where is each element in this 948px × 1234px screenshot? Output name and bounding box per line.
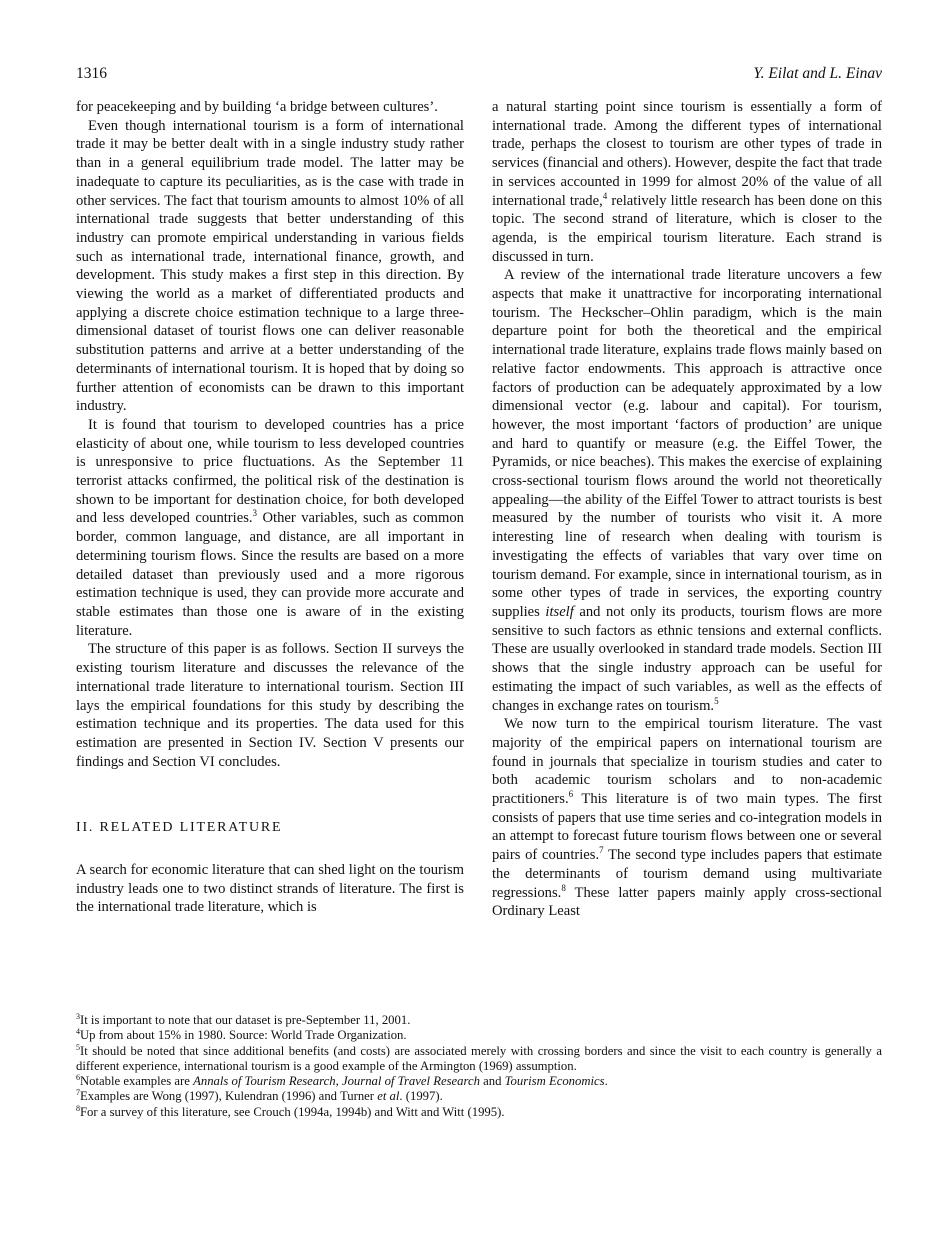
paragraph: The structure of this paper is as follows. Section II surveys the existing tourism literature and discusses the relevance of the international trade literature to international tourism. Section III lays the empirical foundations for this study by describing the estimation technique and its properties. The data used for this estimation are presented in Section IV. Section V presents our findings and Section VI concludes. bbox=[76, 641, 464, 770]
paragraph-text: The second type includes papers that estimate the determinants of tourism demand using multivariate regressions. bbox=[492, 847, 882, 901]
paragraph-text: a natural starting point since tourism is essentially a form of international trade. Among the different types of international trade, perhaps the closest to tourism are other types of trade in services (financial and others). However, despite the fact that trade in services accounted in 1999 for almost 20% of the value of all international trade, bbox=[492, 99, 882, 209]
footnote-ref: 4 bbox=[602, 190, 608, 201]
footnote-ref: 5 bbox=[714, 695, 719, 706]
footnote-text: and bbox=[479, 1074, 505, 1089]
footnote-text: Notable examples are bbox=[80, 1074, 194, 1089]
footnote bbox=[76, 1105, 882, 1120]
emphasis: itself bbox=[545, 603, 574, 620]
journal-name: Tourism Economics bbox=[504, 1074, 605, 1089]
journal-names: Annals of Tourism Research, Journal of Travel Research bbox=[193, 1074, 480, 1089]
footnote-mark: 5 bbox=[76, 1042, 80, 1052]
page-number: 1316 bbox=[76, 65, 107, 82]
paragraph bbox=[76, 416, 464, 640]
paragraph-text: This literature is of two main types. The first consists of papers that use time series and co-integration models in an attempt to forecast future tourism flows between one or several pairs of countries. bbox=[492, 791, 882, 864]
paragraph bbox=[492, 98, 882, 266]
footnote-mark: 3 bbox=[76, 1011, 80, 1021]
paragraph-text: and not only its products, tourism flows are more sensitive to such factors as ethnic tensions and external conflicts. These are usually overlooked in standard trade models. Section III shows that the single industry approach can be useful for estimating the impact of such variables, as well as the effects of changes in exchange rates on tourism. bbox=[492, 603, 883, 714]
right-column bbox=[492, 98, 882, 921]
footnote-text: Examples are Wong (1997), Kulendran (1996) and Turner bbox=[80, 1089, 378, 1104]
footnote-text: . bbox=[604, 1074, 608, 1089]
footnote-text: It is important to note that our dataset is pre-September 11, 2001. bbox=[80, 1013, 411, 1027]
footnote-text: It should be noted that since additional benefits (and costs) are associated merely with crossing borders and since the visit to each country is generally a different experience, international tourism is a good example of the Armington (1969) assumption. bbox=[76, 1043, 882, 1073]
footnote bbox=[76, 1044, 882, 1075]
footnote-mark: 8 bbox=[76, 1103, 80, 1113]
footnotes bbox=[76, 1013, 882, 1120]
footnote-mark: 4 bbox=[76, 1027, 80, 1037]
paragraph-text: relatively little research has been done on this topic. The second strand of literature, which is closer to the agenda, is the empirical tourism literature. Each strand is discussed in turn. bbox=[492, 192, 883, 265]
footnote bbox=[76, 1028, 882, 1043]
paragraph bbox=[492, 715, 882, 921]
section-heading: II. RELATED LITERATURE bbox=[76, 820, 283, 836]
paragraph-text: It is found that tourism to developed countries has a price elasticity of about one, while tourism to less developed countries is unresponsive to price fluctuations. As the September 11 terrorist attacks confirmed, the political risk of the destination is shown to be important for destination choice, for both developed and less developed countries. bbox=[76, 416, 464, 527]
footnote bbox=[76, 1074, 882, 1089]
footnote-ref: 8 bbox=[561, 882, 566, 893]
footnote bbox=[76, 1089, 882, 1104]
running-header bbox=[76, 65, 882, 87]
footnote-text: . (1997). bbox=[399, 1089, 443, 1104]
footnote-text: Up from about 15% in 1980. Source: World Trade Organization. bbox=[80, 1028, 407, 1043]
paragraph-text: A review of the international trade literature uncovers a few aspects that make it unattractive for incorporating international tourism. The Heckscher–Ohlin paradigm, which is the main departure point for both the theoretical and the empirical international trade literature, explains trade flows mainly based on relative factor endowments. This approach is attractive once factors of production can be adequately approximated by a low dimensional vector (e.g. labour and capital). For tourism, however, the most important ‘factors of production’ are unique and hard to quantify or measure (e.g. the Eiffel Tower, the Pyramids, or nice beaches). This makes the exercise of explaining cross-sectional tourism flows around the world not theoretically appealing—the ability of the Eiffel Tower to attract tourists is best measured by the number of tourists who visit it. A more interesting line of research when dealing with tourism is investigating the effects of variables that vary over time on tourism demand. For example, since in international tourism, as in some other types of trade in services, the exporting country supplies bbox=[492, 267, 882, 620]
footnote bbox=[76, 1013, 882, 1028]
paragraph bbox=[492, 266, 882, 715]
paragraph-text: These latter papers mainly apply cross-sectional Ordinary Least bbox=[492, 884, 882, 920]
paragraph: Even though international tourism is a form of international trade it may be better dealt with in a single industry study rather than in a general equilibrium trade model. The latter may be inadequate to capture its peculiarities, as is the case with trade in other services. The fact that tourism amounts to almost 10% of all international trade suggests that better understanding of this industry can promote empirical understanding in various fields such as international trade, international finance, growth, and development. This study makes a first step in this direction. By viewing the world as a market of differentiated products and applying a discrete choice estimation technique to a large three-dimensional dataset of tourist flows one can deliver reasonable substitution patterns and arrive at a better understanding of the determinants of international tourism. It is hoped that by doing so further attention of economists can be drawn to this important industry. bbox=[76, 117, 464, 415]
paragraph: A search for economic literature that can shed light on the tourism industry leads one to two distinct strands of literature. The first is the international trade literature, which is bbox=[76, 862, 464, 916]
footnote-ref: 6 bbox=[568, 789, 574, 800]
running-authors: Y. Eilat and L. Einav bbox=[753, 65, 882, 82]
emphasis: et al bbox=[377, 1089, 400, 1104]
footnote-mark: 6 bbox=[76, 1072, 80, 1082]
footnote-mark: 7 bbox=[76, 1088, 80, 1098]
paragraph-text: We now turn to the empirical tourism literature. The vast majority of the empirical papers on international tourism are found in journals that specialize in tourism studies and cater to both academic tourism scholars and to non-academic practitioners. bbox=[492, 716, 882, 808]
footnote-text: For a survey of this literature, see Crouch (1994a, 1994b) and Witt and Witt (1995). bbox=[80, 1104, 505, 1119]
left-column bbox=[76, 98, 464, 917]
paragraph-text: Other variables, such as common border, common language, and distance, are all important in determining tourism flows. Since the results are based on a more detailed dataset than previously used and a more rigorous estimation technique is used, they can provide more accurate and stable estimates than those one is aware of in the existing literature. bbox=[76, 510, 464, 639]
footnote-ref: 7 bbox=[599, 845, 604, 856]
paragraph: for peacekeeping and by building ‘a bridge between cultures’. bbox=[76, 99, 438, 115]
footnote-ref: 3 bbox=[252, 508, 258, 519]
